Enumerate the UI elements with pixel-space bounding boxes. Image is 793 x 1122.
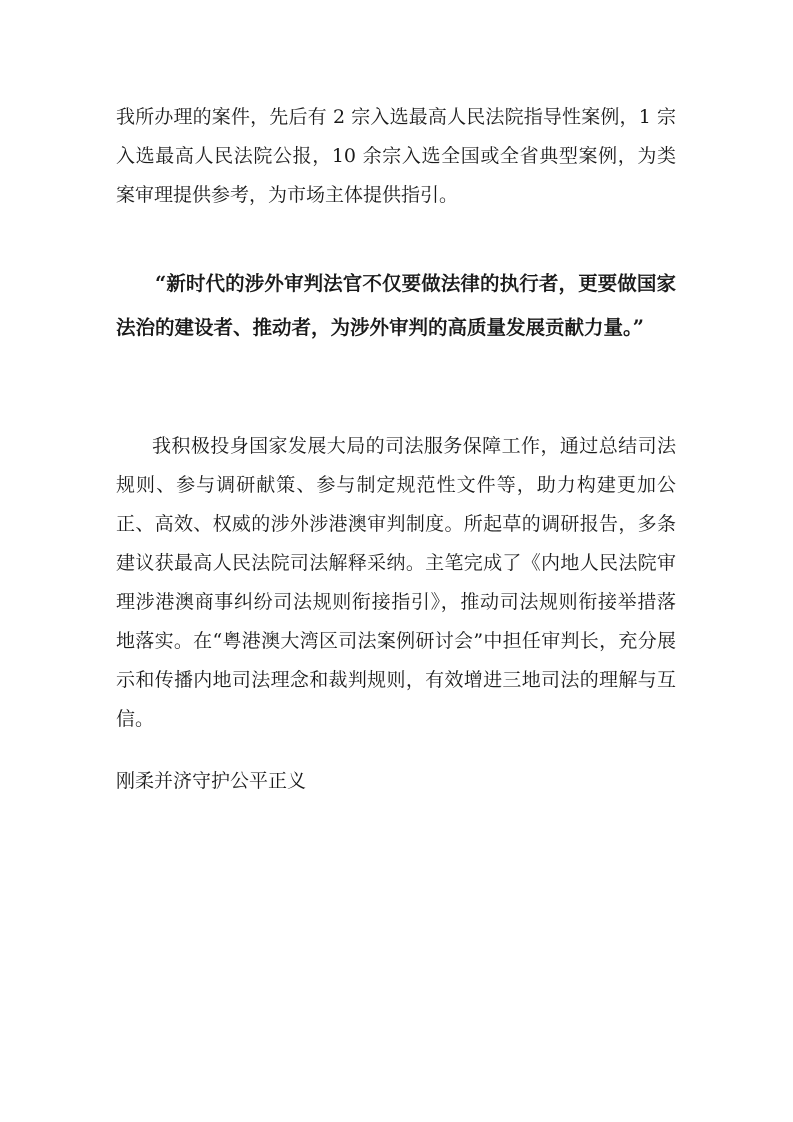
paragraph-judicial-service: 我积极投身国家发展大局的司法服务保障工作，通过总结司法规则、参与调研献策、参与制定规范性文件等，助力构建更加公正、高效、权威的涉外涉港澳审判制度。所起草的调研报告，多条建议获最高人民法院司法解释采纳。主笔完成了《内地人民法院审理涉港澳商事纠纷司法规则衔接指引》，推动司法规则衔接举措落地落实。在“粤港澳大湾区司法案例研讨会”中担任审判长，充分展示和传播内地司法理念和裁判规则，有效增进三地司法的理解与互信。 [116, 435, 676, 730]
section-heading: 刚柔并济守护公平正义 [116, 770, 307, 792]
paragraph-cases: 我所办理的案件，先后有 2 宗入选最高人民法院指导性案例，1 宗入选最高人民法院公报，10 余宗入选全国或全省典型案例，为类案审理提供参考，为市场主体提供指引。 [116, 106, 676, 206]
pull-quote: “新时代的涉外审判法官不仅要做法律的执行者，更要做国家法治的建设者、推动者，为涉外审判的高质量发展贡献力量。” [116, 272, 676, 339]
